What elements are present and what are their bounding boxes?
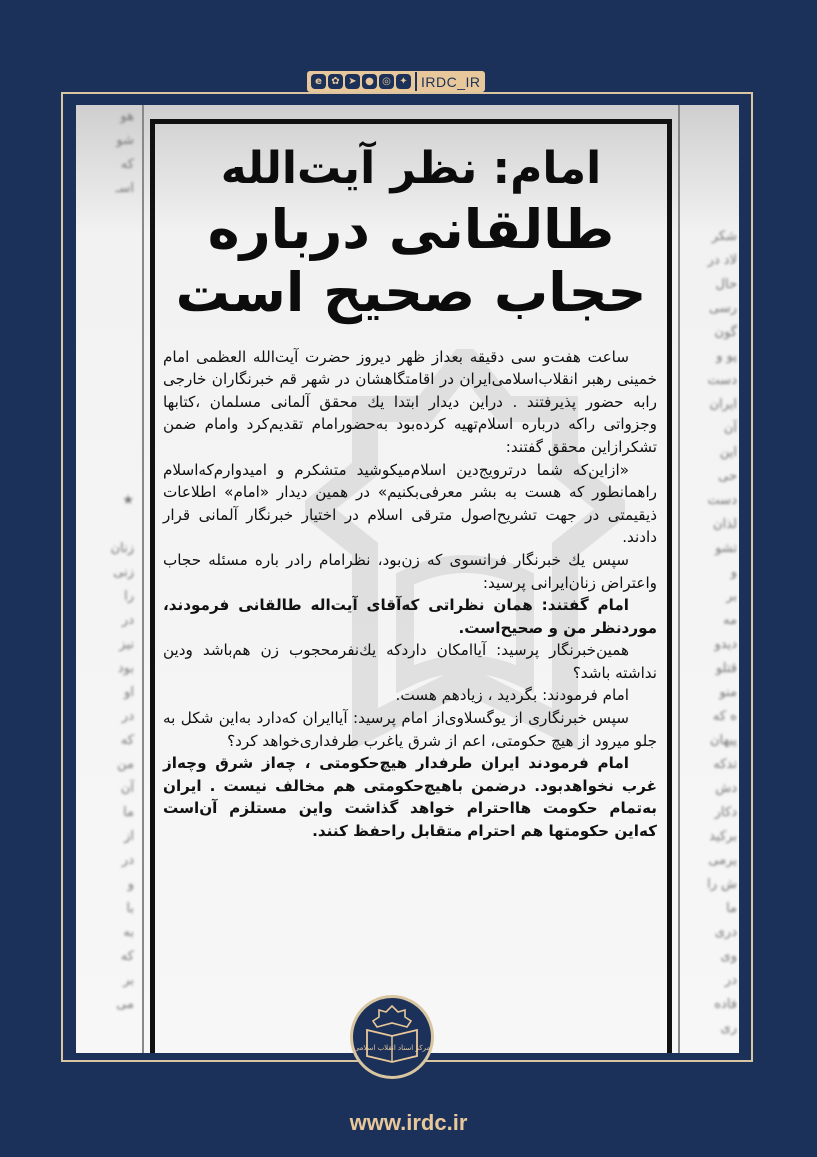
newspaper-clipping	[76, 105, 739, 1053]
column-fragment: در	[121, 709, 134, 724]
column-fragment: برکید	[709, 829, 737, 844]
telegram-icon[interactable]: ➤	[345, 74, 360, 89]
paragraph: امام فرمودند: بگردید ، زیادهم هست.	[395, 686, 629, 705]
column-fragment: شکر	[711, 229, 737, 244]
svg-text:مرکز اسناد انقلاب اسلامی: مرکز اسناد انقلاب اسلامی	[353, 1044, 431, 1052]
column-fragment: دکار	[714, 805, 737, 820]
column-fragment: دش	[715, 781, 737, 796]
column-fragment: فاده	[714, 997, 737, 1012]
article-body	[155, 346, 667, 843]
column-fragment	[76, 441, 134, 465]
column-fragment: قتلو	[715, 661, 737, 676]
column-fragment	[76, 273, 134, 297]
column-fragment: زنی	[113, 565, 134, 580]
bale-icon[interactable]: ●	[362, 74, 377, 89]
adjacent-column-right	[679, 105, 739, 1053]
column-fragment	[76, 225, 134, 249]
divider	[415, 72, 417, 91]
column-fragment: پو و	[716, 349, 737, 364]
column-fragment: گون	[714, 325, 737, 340]
column-fragment: که	[120, 733, 134, 748]
column-fragment	[76, 369, 134, 393]
website-url[interactable]: www.irdc.ir	[349, 1110, 468, 1135]
column-fragment	[679, 153, 737, 177]
column-fragment: که	[120, 949, 134, 964]
instagram-icon[interactable]: ◎	[379, 74, 394, 89]
column-fragment: به	[123, 925, 134, 940]
rubika-icon[interactable]: ✿	[328, 74, 343, 89]
column-fragment: از	[124, 829, 134, 844]
column-fragment: آن	[723, 421, 737, 436]
column-fragment	[679, 129, 737, 153]
column-fragment: با	[126, 901, 134, 916]
headline-line-3: حجاب صحیح است	[175, 260, 647, 324]
paragraph: همین‌خبرنگار پرسید: آیاامکان داردکه یك‌نفرمحجوب زن هم‌باشد ودین نداشته باشد؟	[163, 641, 657, 682]
column-fragment: تدکه	[713, 757, 737, 772]
column-fragment: من	[117, 757, 134, 772]
irdc-logo[interactable]	[350, 995, 434, 1079]
column-fragment: در	[121, 613, 134, 628]
column-fragment: تشو	[715, 541, 737, 556]
column-fragment: ه که	[712, 709, 737, 724]
column-fragment: که	[120, 157, 134, 172]
column-fragment	[76, 297, 134, 321]
column-fragment: ما	[123, 805, 134, 820]
headline-line-2: طالقانی درباره	[207, 198, 615, 262]
social-bar	[307, 71, 485, 92]
column-fragment: رسی	[708, 301, 737, 316]
column-fragment: در	[724, 973, 737, 988]
paragraph: «ازاین‌که شما درترویج‌دین اسلام‌میکوشید متشکرم و امیدوارم‌که‌اسلام راهمانطور که هست به بشر معرفی‌بکنیم» در همین دیدار «امام» اطلاعات ذیقیمتی در جهت تشریح‌اصول مترقی اسلام در اختیار خبرنگار آلمانی قرار دادند.	[163, 460, 657, 547]
column-fragment: حی	[718, 469, 737, 484]
book-emblem-icon	[353, 998, 431, 1076]
column-fragment: این	[719, 445, 737, 460]
column-rule	[142, 105, 144, 1053]
column-fragment	[76, 393, 134, 417]
column-fragment: او	[124, 685, 134, 700]
column-fragment: آن	[120, 781, 134, 796]
column-fragment: حال	[715, 277, 737, 292]
column-fragment: دست	[707, 373, 737, 388]
column-fragment: در	[121, 853, 134, 868]
paragraph: سپس یك خبرنگار فرانسوی که زن‌بود، نظرامام رادر باره مسئله حجاب واعتراض زنان‌ایرانی پرسید:	[163, 550, 657, 592]
paragraph: سپس خبرنگاری از یوگسلاوی‌از امام پرسید: آیاایران که‌دارد به‌این شکل به جلو میرود از هیچ حکومتی، اعم از شرق یاغرب طرفداری‌خواهد کرد؟	[163, 709, 657, 750]
column-fragment: را	[124, 589, 134, 604]
column-fragment: وی	[720, 949, 737, 964]
column-fragment	[76, 321, 134, 345]
column-fragment: ری	[720, 1021, 737, 1036]
column-fragment	[679, 177, 737, 201]
adjacent-column-left	[76, 105, 138, 1053]
column-fragment: پیهان	[709, 733, 737, 748]
headline	[155, 143, 667, 324]
column-fragment: دری	[714, 925, 737, 940]
column-fragment: بر	[726, 589, 737, 604]
column-fragment: ★	[122, 493, 134, 508]
column-fragment	[679, 201, 737, 225]
column-fragment: می	[116, 997, 134, 1012]
column-fragment	[76, 201, 134, 225]
column-fragment: ایران	[709, 397, 737, 412]
column-fragment: بود	[117, 661, 134, 676]
column-fragment: لاد در	[707, 253, 737, 268]
column-fragment: مه	[723, 613, 737, 628]
column-fragment: منو	[719, 685, 737, 700]
column-fragment: و	[730, 565, 737, 580]
social-handle: IRDC_IR	[421, 73, 481, 90]
column-fragment: لذان	[713, 517, 737, 532]
column-fragment: دیدو	[714, 637, 737, 652]
column-fragment: زنان	[110, 541, 134, 556]
column-fragment	[76, 417, 134, 441]
column-fragment: ما	[726, 901, 737, 916]
column-fragment: نیز	[119, 637, 134, 652]
column-fragment	[76, 249, 134, 273]
paragraph: ساعت هفت‌و سی دقیقه بعداز ظهر دیروز حضرت آیت‌الله العظمی امام خمینی رهبر انقلاب‌اسلامی‌ایران در اقامتگاهشان در شهر قم خبرنگاران خارجی رابه حضور پذیرفتند . دراین دیدار ابتدا یك محقق آلمانی مسلمان ،کتابها وجزواتی راکه درباره اسلام‌تهیه کرده‌بود به‌حضورامام تقدیم‌کرد وامام ضمن تشکرازاین محقق گفتند:	[163, 347, 657, 456]
paragraph: امام فرمودند ایران طرفدار هیچ‌حکومتی ، چه‌از شرق وچه‌از غرب نخواهدبود. درضمن باهیچ‌حکومتی هم مخالف نیست . ایران به‌تمام حکومت هااحترام خواهد گذاشت واین مستلزم آن‌است که‌این حکومتها هم احترام متقابل راحفظ کنند.	[163, 754, 657, 841]
column-fragment	[679, 105, 737, 129]
column-fragment: ش را	[707, 877, 737, 892]
column-fragment	[76, 513, 134, 537]
column-fragment: هو	[120, 109, 134, 124]
column-fragment	[76, 465, 134, 489]
eitaa-icon[interactable]: e	[311, 74, 326, 89]
article	[150, 119, 672, 1053]
column-fragment	[76, 345, 134, 369]
column-fragment: دست	[707, 493, 737, 508]
column-fragment: بر	[123, 973, 134, 988]
column-fragment: یرمی	[708, 853, 737, 868]
twitter-icon[interactable]: ✦	[396, 74, 411, 89]
column-fragment: و	[127, 877, 134, 892]
headline-line-1: امام: نظر آیت‌الله	[220, 143, 602, 194]
column-fragment: اسـ	[115, 181, 134, 196]
column-fragment: شو	[116, 133, 134, 148]
paragraph: امام گفتند: همان نظراتی که‌آقای آیت‌اله طالقانی فرمودند، موردنظر من و صحیح‌است.	[163, 596, 657, 637]
